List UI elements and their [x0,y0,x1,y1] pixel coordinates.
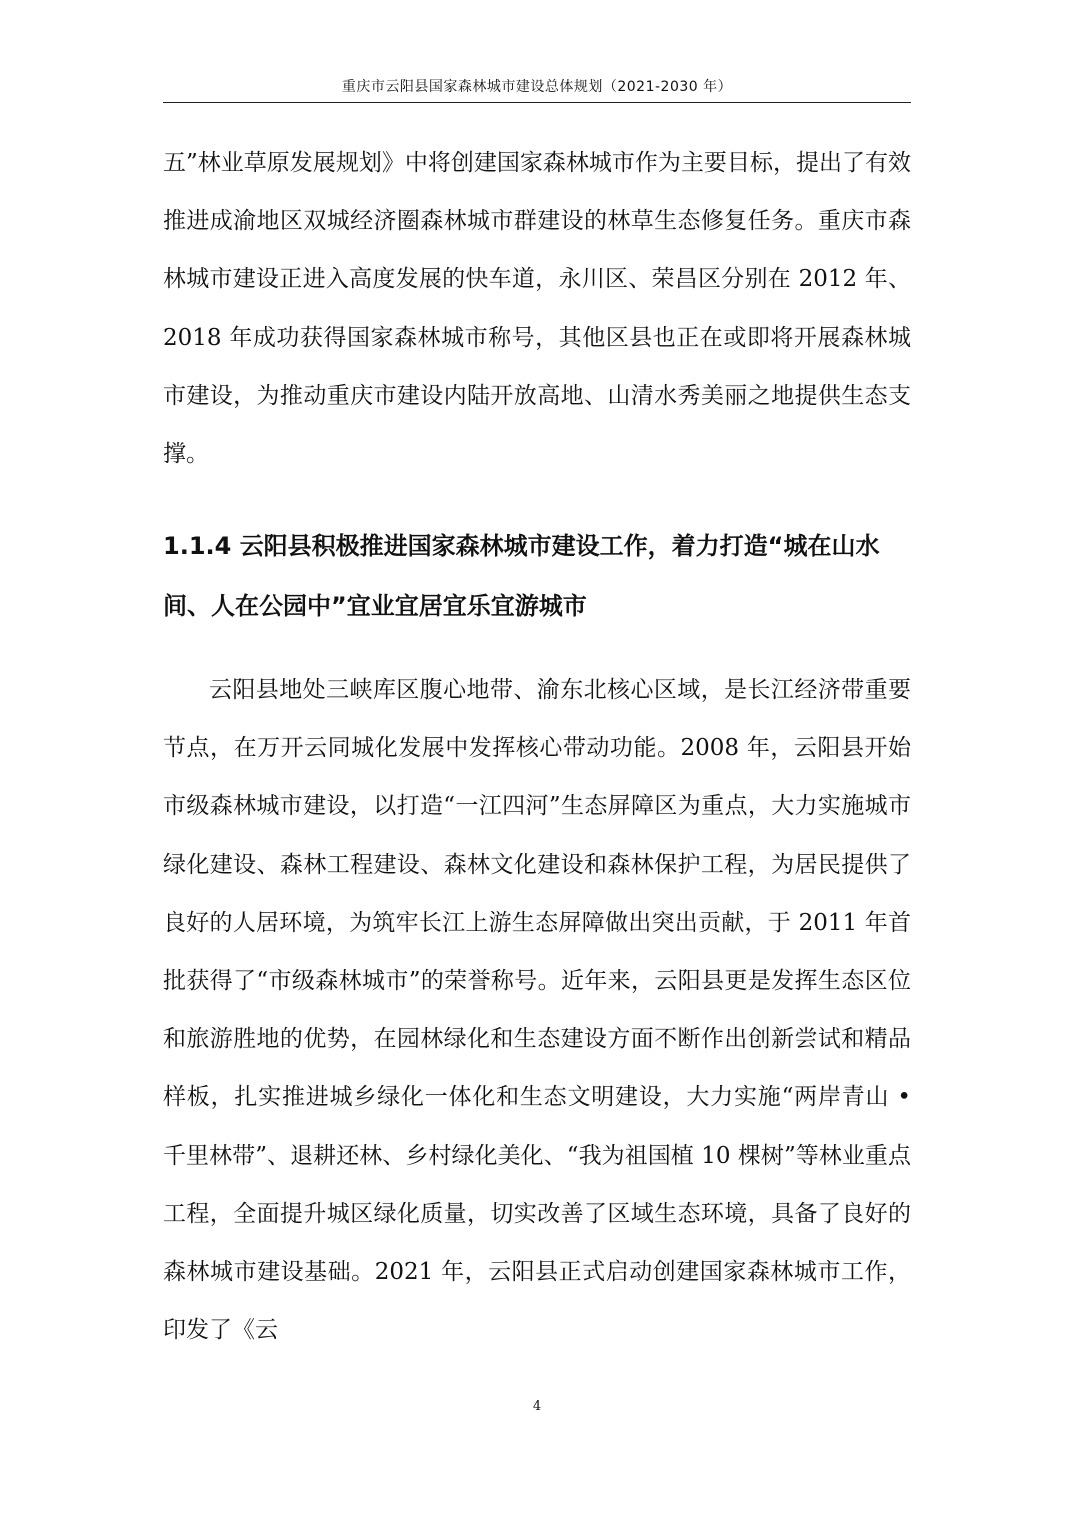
body-paragraph-2: 云阳县地处三峡库区腹心地带、渝东北核心区域，是长江经济带重要节点，在万开云同城化发展中发挥核心带动功能。2008 年，云阳县开始市级森林城市建设，以打造“一江四河”生态屏障区为重点，大力实施城市绿化建设、森林工程建设、森林文化建设和森林保护工程，为居民提供了良好的人居环境，为筑牢长江上游生态屏障做出突出贡献，于 2011 年首批获得了“市级森林城市”的荣誉称号。近年来，云阳县更是发挥生态区位和旅游胜地的优势，在园林绿化和生态建设方面不断作出创新尝试和精品样板，扎实推进城乡绿化一体化和生态文明建设，大力实施“两岸青山 • 千里林带”、退耕还林、乡村绿化美化、“我为祖国植 10 棵树”等林业重点工程，全面提升城区绿化质量，切实改善了区域生态环境，具备了良好的森林城市建设基础。2021 年，云阳县正式启动创建国家森林城市工作，印发了《云 [163,677,911,1344]
body-paragraph-1: 五”林业草原发展规划》中将创建国家森林城市作为主要目标，提出了有效推进成渝地区双城经济圈森林城市群建设的林草生态修复任务。重庆市森林城市建设正进入高度发展的快车道，永川区、荣昌区分别在 2012 年、2018 年成功获得国家森林城市称号，其他区县也正在或即将开展森林城市建设，为推动重庆市建设内陆开放高地、山清水秀美丽之地提供生态支撑。 [163,150,911,468]
section-heading-1-1-4: 1.1.4 云阳县积极推进国家森林城市建设工作，着力打造“城在山水间、人在公园中”宜业宜居宜乐宜游城市 [163,532,880,620]
page-header [163,76,911,103]
header-title: 重庆市云阳县国家森林城市建设总体规划（2021-2030 年） [341,79,733,95]
page-number: 4 [532,1399,542,1414]
